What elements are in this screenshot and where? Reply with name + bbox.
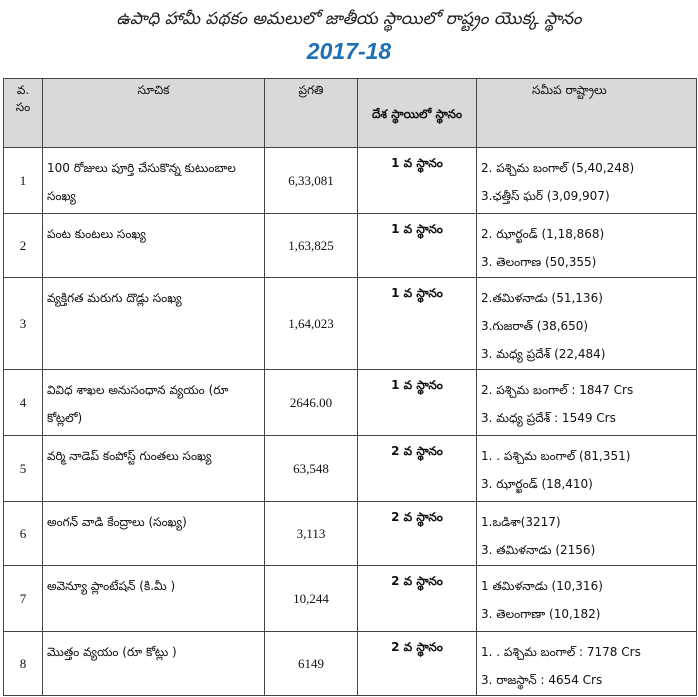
- table-row: [4, 214, 697, 278]
- row-rank: 1 వ స్థానం: [358, 278, 477, 370]
- nearby-state: 1.ఒడిశా(3217): [481, 515, 561, 529]
- row-sno: 8: [4, 632, 43, 696]
- table-row: [4, 148, 697, 214]
- row-rank: 1 వ స్థానం: [358, 148, 477, 214]
- row-sno: 1: [4, 148, 43, 214]
- row-nearby-states: [477, 436, 697, 502]
- row-rank: 1 వ స్థానం: [358, 370, 477, 436]
- row-indicator: వర్మి నాడెప్ కంపోస్ట్ గుంతలు సంఖ్య: [43, 436, 265, 502]
- table-row: [4, 370, 697, 436]
- row-nearby-states: [477, 370, 697, 436]
- row-progress: 1,63,825: [265, 214, 358, 278]
- header-progress: ప్రగతి: [265, 79, 358, 148]
- table-row: [4, 566, 697, 632]
- nearby-state: 3. రాజస్థాన్ : 4654 Crs: [481, 673, 603, 687]
- row-indicator: పంట కుంటలు సంఖ్య: [43, 214, 265, 278]
- row-indicator: 100 రోజులు పూర్తి చేసుకొన్న కుటుంబాల సంఖ్య: [43, 148, 265, 214]
- header-indicator: సూచిక: [43, 79, 265, 148]
- row-sno: 2: [4, 214, 43, 278]
- nearby-state: 3.గుజరాత్ (38,650): [481, 319, 589, 333]
- nearby-state: 1. . పశ్చిమ బంగాల్ (81,351): [481, 449, 631, 463]
- row-nearby-states: [477, 632, 697, 696]
- row-progress: 3,113: [265, 502, 358, 566]
- table-row: [4, 502, 697, 566]
- table-body: [4, 148, 697, 696]
- nearby-state: 1. . పశ్చిమ బంగాల్ : 7178 Crs: [481, 645, 641, 659]
- nearby-state: 3.ఛత్తీస్ ఘర్ (3,09,907): [481, 189, 610, 203]
- header-rank: దేశ స్థాయిలో స్థానం: [358, 79, 477, 148]
- row-rank: 2 వ స్థానం: [358, 566, 477, 632]
- row-sno: 5: [4, 436, 43, 502]
- row-indicator: మొత్తం వ్యయం (రూ కోట్లు ): [43, 632, 265, 696]
- row-rank: 2 వ స్థానం: [358, 632, 477, 696]
- row-indicator: వ్యక్తిగత మరుగు దొడ్లు సంఖ్య: [43, 278, 265, 370]
- nearby-state: 3. తెలంగాణ (50,355): [481, 255, 597, 269]
- nearby-state: 1 తమిళనాడు (10,316): [481, 579, 603, 593]
- nearby-state: 2. పశ్చిమ బంగాల్ (5,40,248): [481, 161, 635, 175]
- row-sno: 7: [4, 566, 43, 632]
- nearby-state: 3. మధ్య ప్రదేశ్ : 1549 Crs: [481, 411, 616, 425]
- row-progress: 2646.00: [265, 370, 358, 436]
- table-header-row: [4, 79, 697, 148]
- row-indicator: అవెన్యూ ప్లాంటేషన్ (కి.మీ ): [43, 566, 265, 632]
- nearby-state: 3. తమిళనాడు (2156): [481, 543, 596, 557]
- nearby-state: 2. పశ్చిమ బంగాల్ : 1847 Crs: [481, 383, 634, 397]
- nearby-state: 3. మధ్య ప్రదేశ్ (22,484): [481, 347, 606, 361]
- row-sno: 3: [4, 278, 43, 370]
- page-title: ఉపాధి హామీ పథకం అమలులో జాతీయ స్థాయిలో రాష్ట్రం యొక్క స్థానం: [116, 9, 582, 29]
- row-progress: 1,64,023: [265, 278, 358, 370]
- nearby-state: 2. ఝార్ఖండ్ (1,18,868): [481, 227, 605, 241]
- nearby-state: 2.తమిళనాడు (51,136): [481, 291, 603, 305]
- row-sno: 6: [4, 502, 43, 566]
- header-states: సమీప రాష్ట్రాలు: [477, 79, 697, 148]
- ranking-table: [3, 78, 697, 696]
- row-nearby-states: [477, 148, 697, 214]
- row-rank: 2 వ స్థానం: [358, 436, 477, 502]
- row-nearby-states: [477, 214, 697, 278]
- row-rank: 2 వ స్థానం: [358, 502, 477, 566]
- year-heading: 2017-18: [306, 38, 392, 64]
- row-nearby-states: [477, 566, 697, 632]
- row-progress: 6149: [265, 632, 358, 696]
- table-row: [4, 278, 697, 370]
- row-nearby-states: [477, 278, 697, 370]
- row-progress: 6,33,081: [265, 148, 358, 214]
- header-sno: వ. సం: [4, 79, 43, 148]
- nearby-state: 3. ఝార్ఖండ్ (18,410): [481, 477, 593, 491]
- row-indicator: వివిధ శాఖల అనుసంధాన వ్యయం (రూ కోట్లలో): [43, 370, 265, 436]
- row-indicator: అంగన్ వాడి కేంద్రాలు (సంఖ్య): [43, 502, 265, 566]
- row-rank: 1 వ స్థానం: [358, 214, 477, 278]
- row-progress: 63,548: [265, 436, 358, 502]
- table-row: [4, 632, 697, 696]
- row-nearby-states: [477, 502, 697, 566]
- row-sno: 4: [4, 370, 43, 436]
- row-progress: 10,244: [265, 566, 358, 632]
- nearby-state: 3. తెలంగాణా (10,182): [481, 607, 601, 621]
- table-row: [4, 436, 697, 502]
